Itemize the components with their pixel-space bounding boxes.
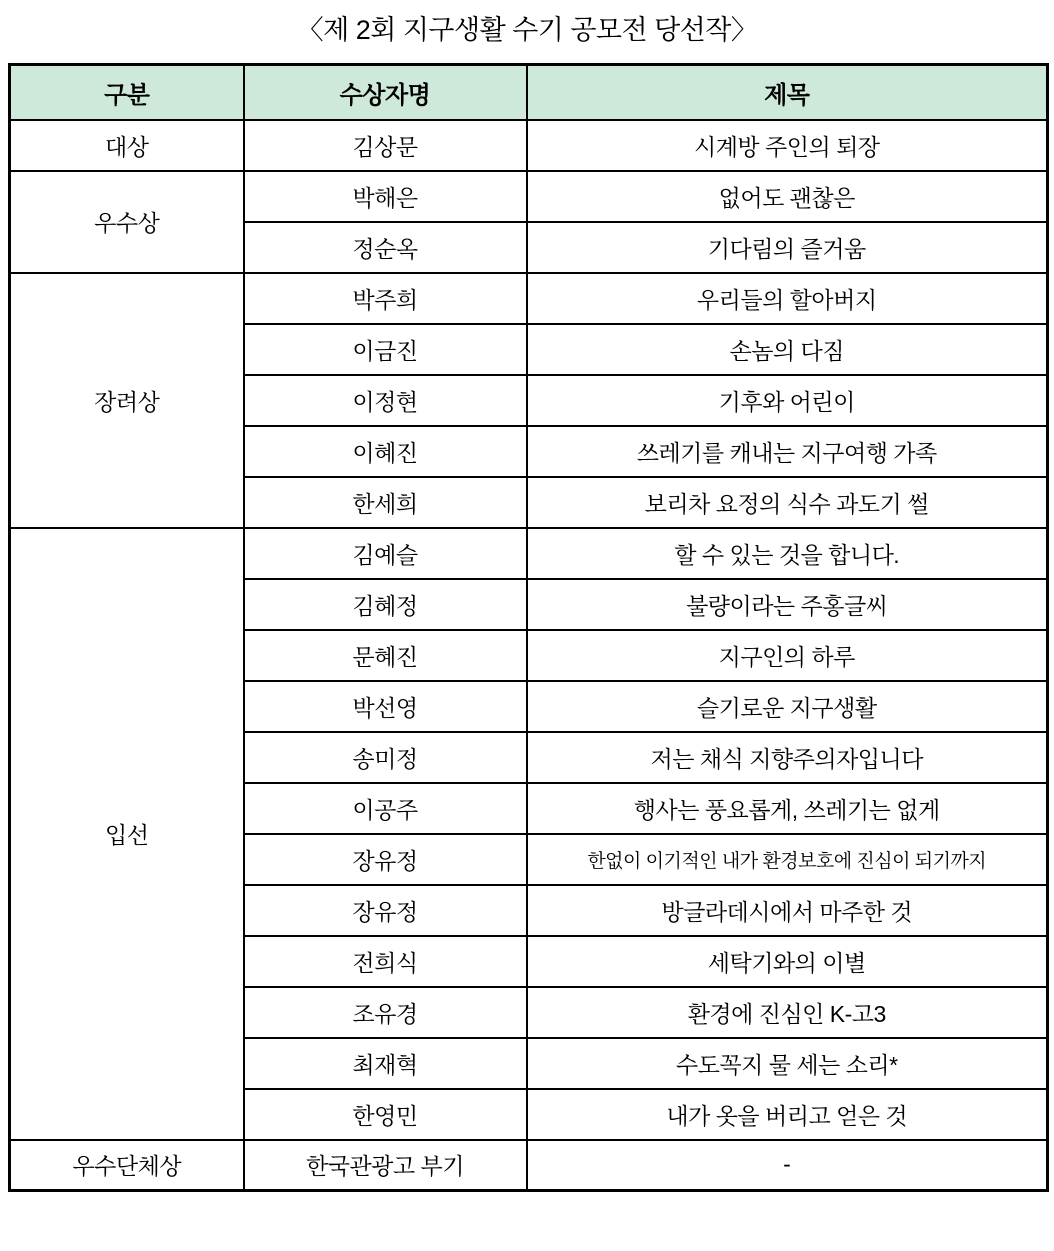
winner-name-cell: 조유경 (244, 987, 527, 1038)
work-title-cell: 불량이라는 주홍글씨 (527, 579, 1048, 630)
work-title-cell: 수도꼭지 물 세는 소리* (527, 1038, 1048, 1089)
work-title-cell: 지구인의 하루 (527, 630, 1048, 681)
winner-name-cell: 이공주 (244, 783, 527, 834)
table-row (10, 528, 1048, 579)
winner-name-cell: 김상문 (244, 120, 527, 171)
work-title-cell: 내가 옷을 버리고 얻은 것 (527, 1089, 1048, 1140)
work-title-cell: 할 수 있는 것을 합니다. (527, 528, 1048, 579)
winner-name-cell: 한세희 (244, 477, 527, 528)
work-title-cell: 세탁기와의 이별 (527, 936, 1048, 987)
page-title: 〈제 2회 지구생활 수기 공모전 당선작〉 (296, 15, 758, 45)
winner-name-cell: 이금진 (244, 324, 527, 375)
winner-name-cell: 박해은 (244, 171, 527, 222)
winner-name-cell: 이정현 (244, 375, 527, 426)
work-title-cell: 없어도 괜찮은 (527, 171, 1048, 222)
work-title-cell: 환경에 진심인 K-고3 (527, 987, 1048, 1038)
work-title-cell: 보리차 요정의 식수 과도기 썰 (527, 477, 1048, 528)
header-work-title: 제목 (527, 65, 1048, 120)
winner-name-cell: 김혜정 (244, 579, 527, 630)
work-title-cell: 우리들의 할아버지 (527, 273, 1048, 324)
table-row (10, 120, 1048, 171)
work-title-cell: 기후와 어린이 (527, 375, 1048, 426)
work-title-cell: 방글라데시에서 마주한 것 (527, 885, 1048, 936)
work-title-cell: - (527, 1140, 1048, 1191)
winner-name-cell: 한영민 (244, 1089, 527, 1140)
winner-name-cell: 박주희 (244, 273, 527, 324)
header-category: 구분 (10, 65, 244, 120)
awards-table (8, 63, 1049, 1192)
category-cell: 우수단체상 (10, 1140, 244, 1191)
work-title-cell: 슬기로운 지구생활 (527, 681, 1048, 732)
category-cell: 우수상 (10, 171, 244, 273)
table-row (10, 171, 1048, 222)
work-title-cell: 시계방 주인의 퇴장 (527, 120, 1048, 171)
work-title-cell: 기다림의 즐거움 (527, 222, 1048, 273)
winner-name-cell: 송미정 (244, 732, 527, 783)
header-row (10, 65, 1048, 120)
table-row (10, 273, 1048, 324)
table-header (10, 65, 1048, 120)
work-title-cell: 행사는 풍요롭게, 쓰레기는 없게 (527, 783, 1048, 834)
winner-name-cell: 문혜진 (244, 630, 527, 681)
winner-name-cell: 장유정 (244, 834, 527, 885)
category-cell: 대상 (10, 120, 244, 171)
winner-name-cell: 정순옥 (244, 222, 527, 273)
work-title-cell: 손놈의 다짐 (527, 324, 1048, 375)
header-winner-name: 수상자명 (244, 65, 527, 120)
winner-name-cell: 한국관광고 부기 (244, 1140, 527, 1191)
category-cell: 입선 (10, 528, 244, 1140)
table-row (10, 1140, 1048, 1191)
work-title-cell: 저는 채식 지향주의자입니다 (527, 732, 1048, 783)
winner-name-cell: 장유정 (244, 885, 527, 936)
work-title-cell: 쓰레기를 캐내는 지구여행 가족 (527, 426, 1048, 477)
category-cell: 장려상 (10, 273, 244, 528)
winner-name-cell: 박선영 (244, 681, 527, 732)
winner-name-cell: 전희식 (244, 936, 527, 987)
work-title-cell: 한없이 이기적인 내가 환경보호에 진심이 되기까지 (527, 834, 1048, 885)
winner-name-cell: 최재혁 (244, 1038, 527, 1089)
winner-name-cell: 김예슬 (244, 528, 527, 579)
table-body (10, 120, 1048, 1191)
winner-name-cell: 이혜진 (244, 426, 527, 477)
